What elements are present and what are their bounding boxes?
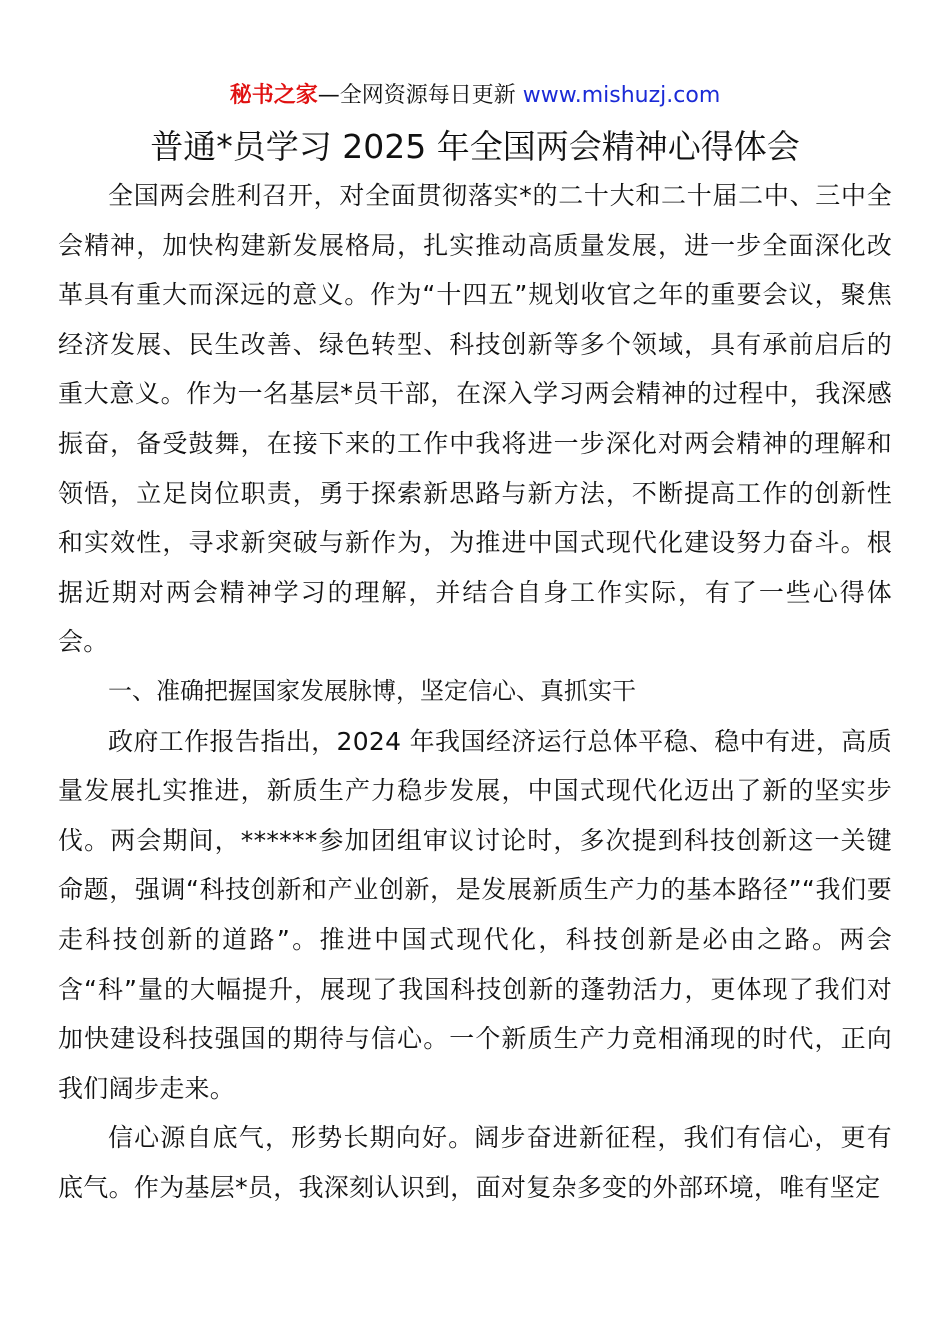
section-paragraph: 政府工作报告指出，2024 年我国经济运行总体平稳、稳中有进，高质量发展扎实推进，新质生产力稳步发展，中国式现代化迈出了新的坚实步伐。两会期间，******参加团组审议讨论时，多次提到科技创新这一关键命题，强调“科技创新和产业创新，是发展新质生产力的基本路径”“我们要走科技创新的道路”。推进中国式现代化，科技创新是必由之路。两会含“科”量的大幅提升，展现了我国科技创新的蓬勃活力，更体现了我们对加快建设科技强国的期待与信心。一个新质生产力竞相涌现的时代，正向我们阔步走来。	[58, 726, 892, 1103]
document-body	[58, 171, 892, 1212]
section-paragraph: 信心源自底气，形势长期向好。阔步奋进新征程，我们有信心，更有底气。作为基层*员，我深刻认识到，面对复杂多变的外部环境，唯有坚定	[58, 1123, 892, 1202]
site-url-link[interactable]: www.mishuzj.com	[522, 83, 721, 108]
document-title: 普通*员学习 2025 年全国两会精神心得体会	[150, 127, 800, 166]
site-tagline: —全网资源每日更新	[317, 83, 516, 108]
site-name: 秘书之家	[229, 83, 318, 108]
section-heading: 一、准确把握国家发展脉博，坚定信心、真抓实干	[108, 676, 636, 705]
intro-paragraph: 全国两会胜利召开，对全面贯彻落实*的二十大和二十届二中、三中全会精神，加快构建新发展格局，扎实推动高质量发展，进一步全面深化改革具有重大而深远的意义。作为“十四五”规划收官之年的重要会议，聚焦经济发展、民生改善、绿色转型、科技创新等多个领域，具有承前启后的重大意义。作为一名基层*员干部，在深入学习两会精神的过程中，我深感振奋，备受鼓舞，在接下来的工作中我将进一步深化对两会精神的理解和领悟，立足岗位职责，勇于探索新思路与新方法，不断提高工作的创新性和实效性，寻求新突破与新作为，为推进中国式现代化建设努力奋斗。根据近期对两会精神学习的理解，并结合自身工作实际，有了一些心得体会。	[58, 181, 892, 657]
site-banner	[0, 80, 950, 112]
